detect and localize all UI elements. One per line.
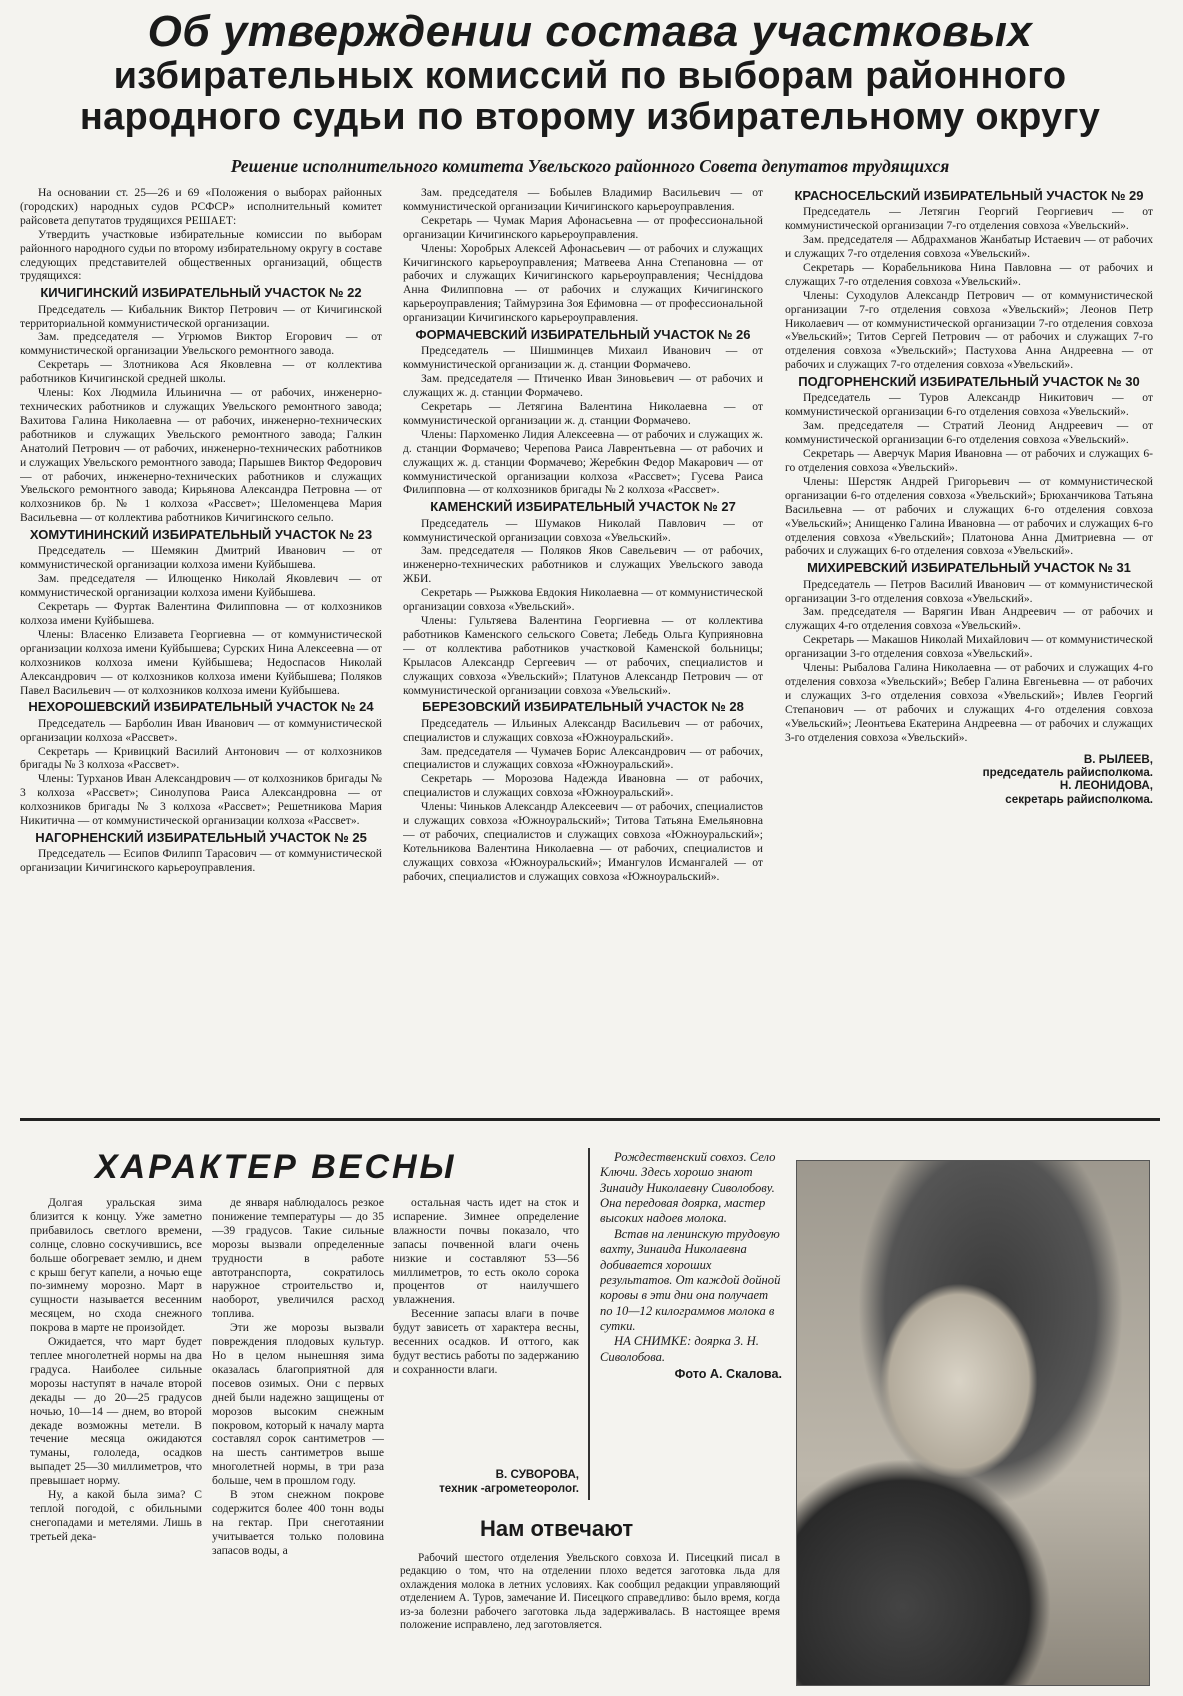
answers-text: Рабочий шестого отделения Увельского совхоза И. Писецкий писал в редакцию о том, что на отделении плохо ведется заготовка льда для охлаждения молока в летних условиях. Как сообщил редакции управляющий отделением А. Туров, замечание И. Писецкого справедливо: было время, когда из-за болезни рабочего заготовка льда задерживалась. В настоящее время положение исправлено, лед заготовляется. bbox=[400, 1552, 780, 1632]
paragraph: Рождественский совхоз. Село Ключи. Здесь хорошо знают Зинаиду Николаевну Сиволобову. Она передовая доярка, мастер высоких надоев молока. bbox=[600, 1150, 776, 1226]
decision-column-3 bbox=[785, 186, 1153, 1096]
precinct-member-entry: Зам. председателя — Поляков Яков Савельевич — от рабочих, инженерно-технических работников и служащих Увельского завода ЖБИ. bbox=[403, 544, 763, 586]
decision-column-2 bbox=[403, 186, 763, 1096]
paragraph: де января наблюдалось резкое понижение температуры — до 35—39 градусов. Такие сильные морозы вызвали определенные трудности в работе автотранспорта, сократилось наружное строительство и, наоборот, увеличился расход топлива. bbox=[212, 1196, 384, 1321]
precinct-member-entry: Председатель — Летягин Георгий Георгиевич — от коммунистической организации 7-го отделения совхоза «Увельский». bbox=[785, 205, 1153, 233]
spring-author-name: В. СУВОРОВА, bbox=[495, 1468, 579, 1481]
precinct-title: КРАСНОСЕЛЬСКИЙ ИЗБИРАТЕЛЬНЫЙ УЧАСТОК № 29 bbox=[794, 188, 1144, 203]
precincts-col-1 bbox=[20, 286, 382, 875]
headline-line-1: Об утверждении состава участковых bbox=[147, 7, 1033, 56]
signature-name-2: Н. ЛЕОНИДОВА, bbox=[1059, 779, 1153, 793]
precinct-member-entry: Председатель — Шумаков Николай Павлович — от коммунистической организации совхоза «Увельский». bbox=[403, 516, 763, 544]
headline-line-3: народного судьи по второму избирательному округу bbox=[79, 95, 1101, 138]
photo-credit: Фото А. Скалова. bbox=[674, 1367, 782, 1382]
precinct-title: БЕРЕЗОВСКИЙ ИЗБИРАТЕЛЬНЫЙ УЧАСТОК № 28 bbox=[422, 699, 744, 715]
precinct-member-entry: Члены: Гультяева Валентина Георгиевна — от коллектива работников Каменского сельского Совета; Лебедь Ольга Куприяновна — от коллектива работников участковой Каменской больницы; Крыласов Александр Сергеевич — от рабочих, специалистов и служащих совхоза «Увельский»; Платунов Александр Петрович — от коммунистической организации совхоза «Увельский». bbox=[403, 613, 763, 697]
signature-role-2: секретарь райисполкома. bbox=[1005, 792, 1153, 806]
precinct-member-entry: Председатель — Есипов Филипп Тарасович — от коммунистической организации Кичигинского карьероуправления. bbox=[20, 847, 382, 875]
precinct-member-entry: Члены: Шерстяк Андрей Григорьевич — от коммунистической организации 6-го отделения совхоза «Увельский»; Брюханчикова Татьяна Васильевна — от рабочих и служащих 6-го отделения совхоза «Увельский»; Анищенко Галина Ивановна — от рабочих и служащих 6-го отделения совхоза «Увельский»; Платонова Анна Дмитриевна — от рабочих и служащих 6-го отделения совхоза «Увельский». bbox=[785, 474, 1153, 558]
precinct-title: ХОМУТИНИНСКИЙ ИЗБИРАТЕЛЬНЫЙ УЧАСТОК № 23 bbox=[29, 527, 373, 543]
precinct-member-entry: Председатель — Туров Александр Никитович — от коммунистической организации 6-го отделения совхоза «Увельский». bbox=[785, 391, 1153, 419]
precinct-title: НЕХОРОШЕВСКИЙ ИЗБИРАТЕЛЬНЫЙ УЧАСТОК № 24 bbox=[28, 699, 374, 715]
spring-author bbox=[393, 1468, 579, 1496]
paragraph: В этом снежном покрове содержится более 400 тонн воды на гектар. При снеготаянии учитывается только половина запасов воды, а bbox=[212, 1488, 384, 1557]
paragraph: Встав на ленинскую трудовую вахту, Зинаида Николаевна добивается хороших результатов. От каждой дойной коровы в эти дни она получает по 10—12 килограммов молока в сутки. bbox=[600, 1226, 781, 1333]
precinct-member-entry: Секретарь — Злотникова Ася Яковлевна — от коллектива работников Кичигинской средней школы. bbox=[20, 358, 382, 386]
precinct-member-entry: Члены: Чиньков Александр Алексеевич — от рабочих, специалистов и служащих совхоза «Южноуральский»; Титова Татьяна Емельяновна — от рабочих, специалистов и служащих совхоза «Южноуральский»; Котельникова Валентина Николаевна — от рабочих, специалистов и служащих совхоза «Южноуральский»; Имангулов Исмангалей — от рабочих, специалистов и служащих совхоза «Южноуральский». bbox=[403, 800, 763, 883]
spring-author-role: техник -агрометеоролог. bbox=[439, 1481, 579, 1495]
signature-role-1: председатель райисполкома. bbox=[982, 765, 1153, 779]
precinct-member-entry: Члены: Власенко Елизавета Георгиевна — от коммунистической организации колхоза имени Куйбышева; Сурских Нина Алексеевна — от колхозников колхоза имени Куйбышева; Недоспасов Николай Александрович — от колхозников колхоза имени Куйбышева; Поляков Павел Васильевич — от колхозников колхоза имени Куйбышева. bbox=[20, 627, 382, 697]
precinct-member-entry: Члены: Турханов Иван Александрович — от колхозников бригады № 3 колхоза «Рассвет»; Синолупова Раиса Александровна — от колхозников бригады № 3 колхоза «Рассвет»; Решетникова Мария Никитична — от коммунистической организации колхоза «Рассвет». bbox=[20, 772, 382, 828]
signature-block bbox=[785, 753, 1153, 806]
paragraph: Ожидается, что март будет теплее многолетней нормы на два градуса. Наиболее сильные морозы наступят в начале второй декады — до 20—25 градусов ночью, 10—14 — днем, во второй декаде возможны метели. В течение месяца ожидаются туманы, гололеда, осадков выпадет 25—30 миллиметров, что превышает норму. bbox=[30, 1335, 202, 1488]
decision-resolve: Утвердить участковые избирательные комиссии по выборам районного народного судьи по второму избирательному округу в составе следующих представителей общественных организаций, обществ трудящихся: bbox=[20, 227, 382, 283]
precinct-member-entry: Члены: Пархоменко Лидия Алексеевна — от рабочих и служащих ж. д. станции Формачево; Черепова Раиса Лаврентьевна — от рабочих и служащих ж. д. станции Формачево; Жеребкин Федор Макарович — от коммунистической организации колхоза «Рассвет»; Гусева Раиса Филипповна — от колхозников бригады № 2 колхоза «Рассвет». bbox=[403, 427, 763, 497]
precinct-member-entry: Председатель — Кибальник Виктор Петрович — от Кичигинской территориальной коммунистической организации. bbox=[20, 302, 382, 330]
spring-article-title: ХАРАКТЕР ВЕСНЫ bbox=[95, 1148, 457, 1186]
precinct-member-entry: Члены: Хоробрых Алексей Афонасьевич — от рабочих и служащих Кичигинского карьероуправления; Матвеева Анна Степановна — от рабочих и служащих Кичигинского карьероуправления; Чесніддова Анна Филипповна — от рабочих и служащих Кичигинского карьероуправления; Таймурзина Зоя Ефимовна — от профессиональной организации Кичигинского карьероуправления. bbox=[403, 241, 763, 325]
precinct-member-entry: Секретарь — Аверчук Мария Ивановна — от рабочих и служащих 6-го отделения совхоза «Увельский». bbox=[785, 447, 1153, 474]
portrait-photo bbox=[796, 1160, 1150, 1686]
precinct-member-entry: Секретарь — Летягина Валентина Николаевна — от коммунистической организации ж. д. станции Формачево. bbox=[403, 399, 763, 427]
precinct-member-entry: Председатель — Ильиных Александр Васильевич — от рабочих, специалистов и служащих совхоза «Южноуральский». bbox=[403, 716, 763, 744]
precinct-member-entry: Зам. председателя — Бобылев Владимир Васильевич — от коммунистической организации Кичигинского карьероуправления. bbox=[403, 186, 763, 213]
signature-name-1: В. РЫЛЕЕВ, bbox=[1083, 752, 1153, 766]
precinct-member-entry: Секретарь — Чумак Мария Афонасьевна — от профессиональной организации Кичигинского карьероуправления. bbox=[403, 213, 763, 241]
precinct-member-entry: Зам. председателя — Угрюмов Виктор Егорович — от коммунистической организации Увельского ремонтного завода. bbox=[20, 330, 382, 358]
precinct-member-entry: Зам. председателя — Варягин Иван Андреевич — от рабочих и служащих 4-го отделения совхоза «Увельский». bbox=[785, 605, 1153, 633]
spring-column-2 bbox=[212, 1196, 384, 1686]
precinct-member-entry: Председатель — Шемякин Дмитрий Иванович — от коммунистической организации колхоза имени Куйбышева. bbox=[20, 544, 382, 572]
photo-caption bbox=[600, 1150, 782, 1490]
precinct-member-entry: Председатель — Шишминцев Михаил Иванович — от коммунистической организации ж. д. станции Формачево. bbox=[403, 344, 763, 372]
photo-caption-text bbox=[600, 1150, 782, 1365]
precinct-member-entry: Зам. председателя — Абдрахманов Жанбатыр Истаевич — от рабочих и служащих 7-го отделения совхоза «Увельский». bbox=[785, 233, 1153, 261]
precinct-member-entry: Секретарь — Кривицкий Василий Антонович — от колхозников бригады № 3 колхоза «Рассвет». bbox=[20, 744, 382, 772]
precinct-member-entry: Председатель — Барболин Иван Иванович — от коммунистической организации колхоза «Рассвет». bbox=[20, 716, 382, 744]
paragraph: Весенние запасы влаги в почве будут зависеть от характера весны, весенних осадков. И оттого, как будут вестись работы по задержанию и сохранности влаги. bbox=[393, 1307, 579, 1376]
precinct-title: ФОРМАЧЕВСКИЙ ИЗБИРАТЕЛЬНЫЙ УЧАСТОК № 26 bbox=[415, 327, 751, 343]
precinct-member-entry: Секретарь — Макашов Николай Михайлович — от коммунистической организации 3-го отделения совхоза «Увельский». bbox=[785, 633, 1153, 661]
precinct-member-entry: Секретарь — Морозова Надежда Ивановна — от рабочих, специалистов и служащих совхоза «Южноуральский». bbox=[403, 772, 763, 800]
precinct-title: КИЧИГИНСКИЙ ИЗБИРАТЕЛЬНЫЙ УЧАСТОК № 22 bbox=[40, 285, 362, 301]
subheadline: Решение исполнительного комитета Увельского районного Совета депутатов трудящихся bbox=[230, 156, 950, 176]
precincts-col-2 bbox=[403, 186, 763, 884]
paragraph: Ну, а какой была зима? С теплой погодой, с обильными снегопадами и метелями. Лишь в третьей дека- bbox=[30, 1488, 202, 1543]
precinct-member-entry: Члены: Кох Людмила Ильинична — от рабочих, инженерно-технических работников и служащих Увельского ремонтного завода; Вахитова Галина Николаевна — от рабочих, инженерно-технических работников и служащих Увельского ремонтного завода; Галкин Анатолий Петрович — от рабочих, инженерно-технических работников и служащих Увельского ремонтного завода; Парышев Виктор Федорович — от рабочих, инженерно-технических работников и служащих Увельского ремонтного завода; Кирьянова Александра Петровна — от колхозников бр. № 1 колхоза «Рассвет»; Шеломенцева Мария Васильевна — от коллектива работников Кичигинского сельпо. bbox=[20, 386, 382, 525]
decision-column-1 bbox=[20, 186, 382, 1096]
headline bbox=[20, 8, 1160, 138]
precinct-member-entry: Секретарь — Корабельникова Нина Павловна — от рабочих и служащих 7-го отделения совхоза «Увельский». bbox=[785, 260, 1153, 288]
paragraph: Долгая уральская зима близится к концу. Уже заметно прибавилось светлого времени, солнце, словно соскучившись, все больше обогревает землю, и днем с крыш бегут капели, а ночью еще по-зимнему морозно. Март в сущности называется весенним месяцем, но схода снежного покрова в марте не произойдет. bbox=[30, 1196, 202, 1335]
headline-line-2: избирательных комиссий по выборам районного bbox=[113, 54, 1067, 97]
precinct-member-entry: Зам. председателя — Птиченко Иван Зиновьевич — от рабочих и служащих ж. д. станции Формачево. bbox=[403, 372, 763, 400]
answers-text-box bbox=[400, 1552, 780, 1686]
precinct-member-entry: Секретарь — Фуртак Валентина Филипповна — от колхозников колхоза имени Куйбышева. bbox=[20, 600, 382, 627]
spring-column-3 bbox=[393, 1196, 579, 1496]
paragraph: остальная часть идет на сток и испарение. Зимнее определение влажности почвы показало, что запасы почвенной влаги очень низкие и составляют 53—56 миллиметров, то есть около сорока процентов от наилучшего увлажнения. bbox=[393, 1196, 579, 1307]
paragraph: НА СНИМКЕ: доярка З. Н. Сиволобова. bbox=[600, 1334, 759, 1364]
answers-title: Нам отвечают bbox=[480, 1516, 634, 1541]
decision-intro: На основании ст. 25—26 и 69 «Положения о выборах районных (городских) народных судов РСФСР» исполнительный комитет райсовета депутатов трудящихся РЕШАЕТ: bbox=[20, 186, 382, 227]
precinct-member-entry: Члены: Суходулов Александр Петрович — от коммунистической организации 7-го отделения совхоза «Увельский»; Леонов Петр Николаевич — от коммунистической организации 7-го отделения совхоза «Увельский»; Титов Сергей Петрович — от рабочих и служащих 7-го отделения совхоза «Увельский»; Пастухова Анна Андреевна — от рабочих и служащих 7-го отделения совхоза «Увельский». bbox=[785, 288, 1153, 372]
spring-column-1 bbox=[30, 1196, 202, 1686]
precinct-member-entry: Секретарь — Рыжкова Евдокия Николаевна — от коммунистической организации совхоза «Увельский». bbox=[403, 586, 763, 614]
column-rule bbox=[588, 1148, 590, 1500]
precinct-title: КАМЕНСКИЙ ИЗБИРАТЕЛЬНЫЙ УЧАСТОК № 27 bbox=[430, 499, 736, 515]
precinct-member-entry: Зам. председателя — Илющенко Николай Яковлевич — от коммунистической организации колхоза имени Куйбышева. bbox=[20, 572, 382, 600]
precinct-member-entry: Председатель — Петров Василий Иванович — от коммунистической организации 3-го отделения совхоза «Увельский». bbox=[785, 577, 1153, 605]
precinct-title: НАГОРНЕНСКИЙ ИЗБИРАТЕЛЬНЫЙ УЧАСТОК № 25 bbox=[35, 829, 367, 845]
precincts-col-3 bbox=[785, 189, 1153, 745]
precinct-title: МИХИРЕВСКИЙ ИЗБИРАТЕЛЬНЫЙ УЧАСТОК № 31 bbox=[807, 560, 1131, 576]
precinct-member-entry: Члены: Рыбалова Галина Николаевна — от рабочих и служащих 4-го отделения совхоза «Увельский»; Вебер Галина Евгеньевна — от рабочих и служащих 3-го отделения совхоза «Увельский»; Ивлев Георгий Степанович — от рабочих и служащих 4-го отделения совхоза «Увельский»; Леонтьева Екатерина Андреевна — от рабочих и служащих 3-го отделения совхоза «Увельский». bbox=[785, 661, 1153, 744]
precinct-title: ПОДГОРНЕНСКИЙ ИЗБИРАТЕЛЬНЫЙ УЧАСТОК № 30 bbox=[798, 374, 1140, 390]
paragraph: Эти же морозы вызвали повреждения плодовых культур. Но в целом нынешняя зима оказалась благоприятной для посевов озимых. Они с первых дней были надежно защищены от морозов высоким снежным покровом, который к началу марта составлял сорок сантиметров — на шесть сантиметров выше многолетней нормы, в три раза больше, чем в прошлом году. bbox=[212, 1321, 384, 1488]
section-divider bbox=[20, 1118, 1160, 1121]
precinct-member-entry: Зам. председателя — Чумачев Борис Александрович — от рабочих, специалистов и служащих совхоза «Южноуральский». bbox=[403, 744, 763, 772]
precinct-member-entry: Зам. председателя — Стратий Леонид Андреевич — от коммунистической организации 6-го отделения совхоза «Увельский». bbox=[785, 419, 1153, 447]
